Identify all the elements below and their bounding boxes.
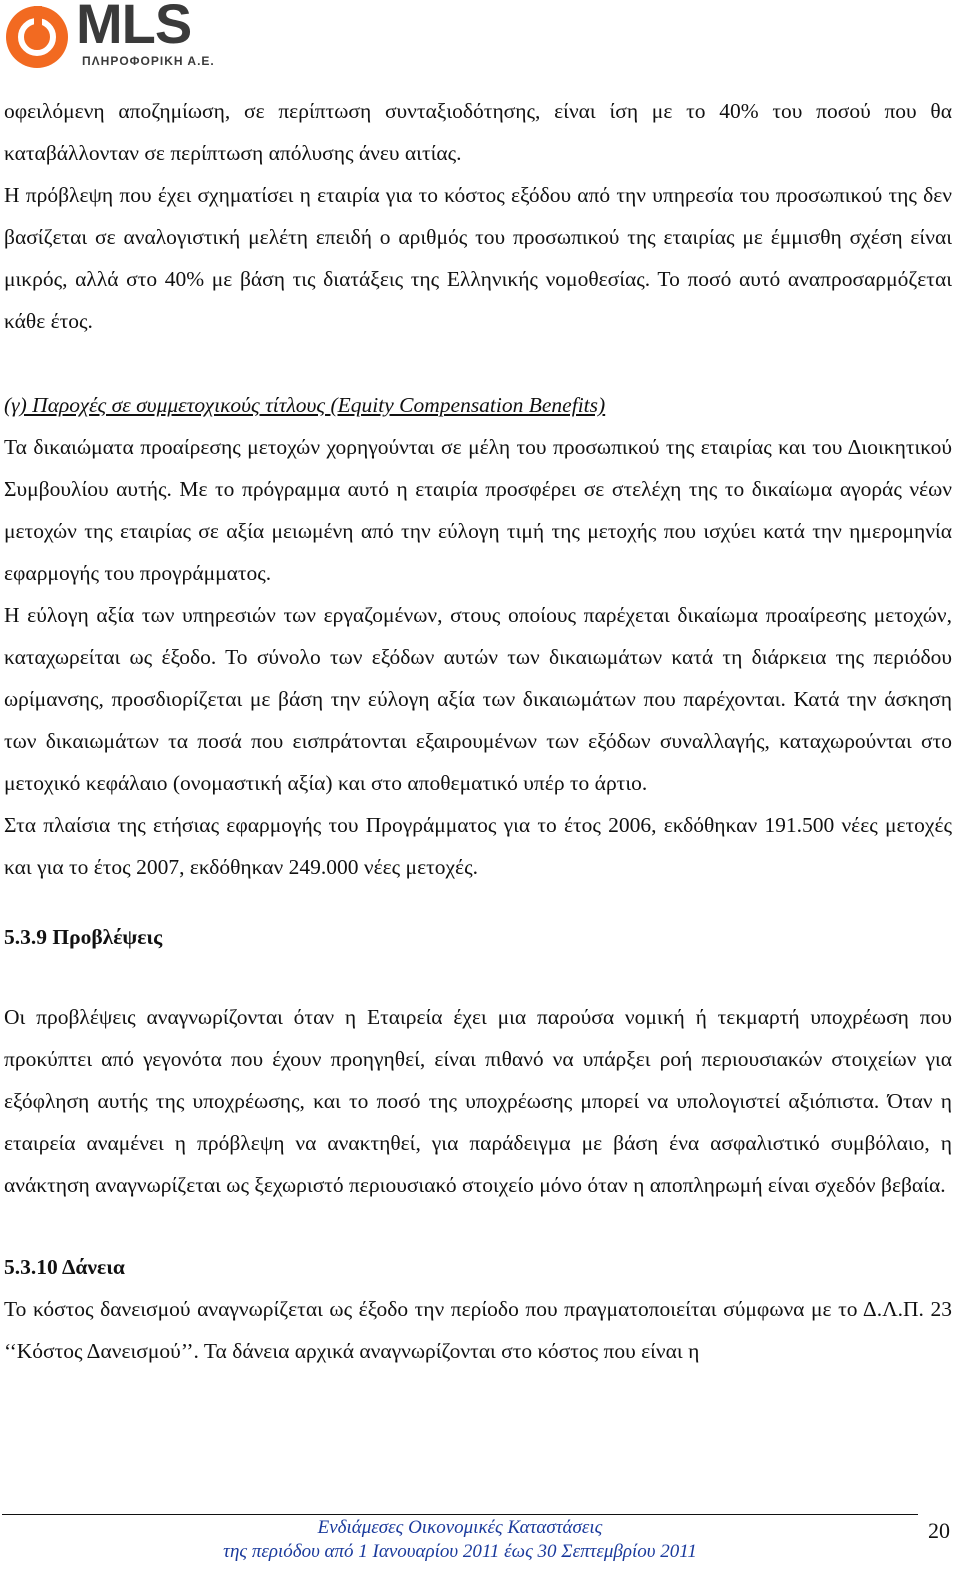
paragraph-provisions: Οι προβλέψεις αναγνωρίζονται όταν η Εταιρεία έχει μια παρούσα νομική ή τεκμαρτή υποχρέωση που προκύπτει από γεγονότα που έχουν προηγηθεί, είναι πιθανό να υπάρξει ροή περιουσιακών στοιχείων για εξόφληση αυτής της υποχρέωσης, και το ποσό της υποχρέωσης μπορεί να υπολογιστεί αξιόπιστα. Όταν η εταιρεία αναμένει η πρόβλεψη να ανακτηθεί, για παράδειγμα με βάση ένα ασφαλιστικό συμβόλαιο, η ανάκτηση αναγνωρίζεται ως ξεχωριστό περιουσιακό στοιχείο μόνο όταν η αποπληρωμή είναι σχεδόν βεβαία.	[4, 1005, 952, 1197]
paragraph-stock-options: Τα δικαιώματα προαίρεσης μετοχών χορηγούνται σε μέλη του προσωπικού της εταιρίας και του Διοικητικού Συμβουλίου αυτής. Με το πρόγραμμα αυτό η εταιρία προσφέρει σε στελέχη της το δικαίωμα αγοράς νέων μετοχών της εταιρίας σε αξία μειωμένη από την εύλογη τιμή της μετοχής που ισχύει κατά την ημερομηνία εφαρμογής του προγράμματος.	[4, 435, 952, 585]
paragraph-provision-basis: Η πρόβλεψη που έχει σχηματίσει η εταιρία για το κόστος εξόδου από την υπηρεσία του προσωπικού της δεν βασίζεται σε αναλογιστική μελέτη επειδή ο αριθμός του προσωπικού της εταιρίας με έμμισθη σχέση είναι μικρός, αλλά στο 40% με βάση τις διατάξεις της Ελληνικής νομοθεσίας. Το ποσό αυτό αναπροσαρμόζεται κάθε έτος.	[4, 183, 952, 333]
footer-title: Ενδιάμεσες Οικονομικές Καταστάσεις	[317, 1517, 603, 1538]
footer	[0, 1516, 920, 1564]
logo-subtitle: ΠΛΗΡΟΦΟΡΙΚΗ Α.Ε.	[82, 54, 215, 68]
paragraph-loans: Το κόστος δανεισμού αναγνωρίζεται ως έξοδο την περίοδο που πραγματοποιείται σύμφωνα με το Δ.Λ.Π. 23 ‘‘Κόστος Δανεισμού’’. Τα δάνεια αρχικά αναγνωρίζονται στο κόστος που είναι η	[4, 1297, 952, 1363]
section-heading-loans: 5.3.10 Δάνεια	[4, 1255, 125, 1279]
logo-mark: MLS	[76, 0, 192, 55]
footer-divider	[2, 1514, 918, 1515]
paragraph-shares-issued: Στα πλαίσια της ετήσιας εφαρμογής του Προγράμματος για το έτος 2006, εκδόθηκαν 191.500 νέες μετοχές και για το έτος 2007, εκδόθηκαν 249.000 νέες μετοχές.	[4, 813, 952, 879]
page-number: 20	[928, 1518, 950, 1543]
paragraph-fair-value: Η εύλογη αξία των υπηρεσιών των εργαζομένων, στους οποίους παρέχεται δικαίωμα προαίρεσης μετοχών, καταχωρείται ως έξοδο. Το σύνολο των εξόδων αυτών των δικαιωμάτων κατά τη διάρκεια της περιόδου ωρίμανσης, προσδιορίζεται με βάση την εύλογη αξία των δικαιωμάτων που παρέχονται. Κατά την άσκηση των δικαιωμάτων τα ποσά που εισπράτονται εξαιρουμένων των εξόδων συναλλαγής, καταχωρούνται στο μετοχικό κεφάλαιο (ονομαστική αξία) και στο αποθεματικό υπέρ το άρτιο.	[4, 603, 952, 795]
sub-heading-equity-compensation: (γ) Παροχές σε συμμετοχικούς τίτλους (Equity Compensation Benefits)	[4, 393, 606, 417]
document-body	[4, 90, 952, 1372]
footer-period: της περιόδου από 1 Ιανουαρίου 2011 έως 30 Σεπτεμβρίου 2011	[223, 1541, 697, 1562]
paragraph-retirement-compensation: οφειλόμενη αποζημίωση, σε περίπτωση συνταξιοδότησης, είναι ίση με το 40% του ποσού που θα καταβάλλονταν σε περίπτωση απόλυσης άνευ αιτίας.	[4, 99, 952, 165]
section-heading-provisions: 5.3.9 Προβλέψεις	[4, 925, 163, 949]
company-logo	[6, 0, 226, 70]
power-icon	[6, 6, 68, 68]
